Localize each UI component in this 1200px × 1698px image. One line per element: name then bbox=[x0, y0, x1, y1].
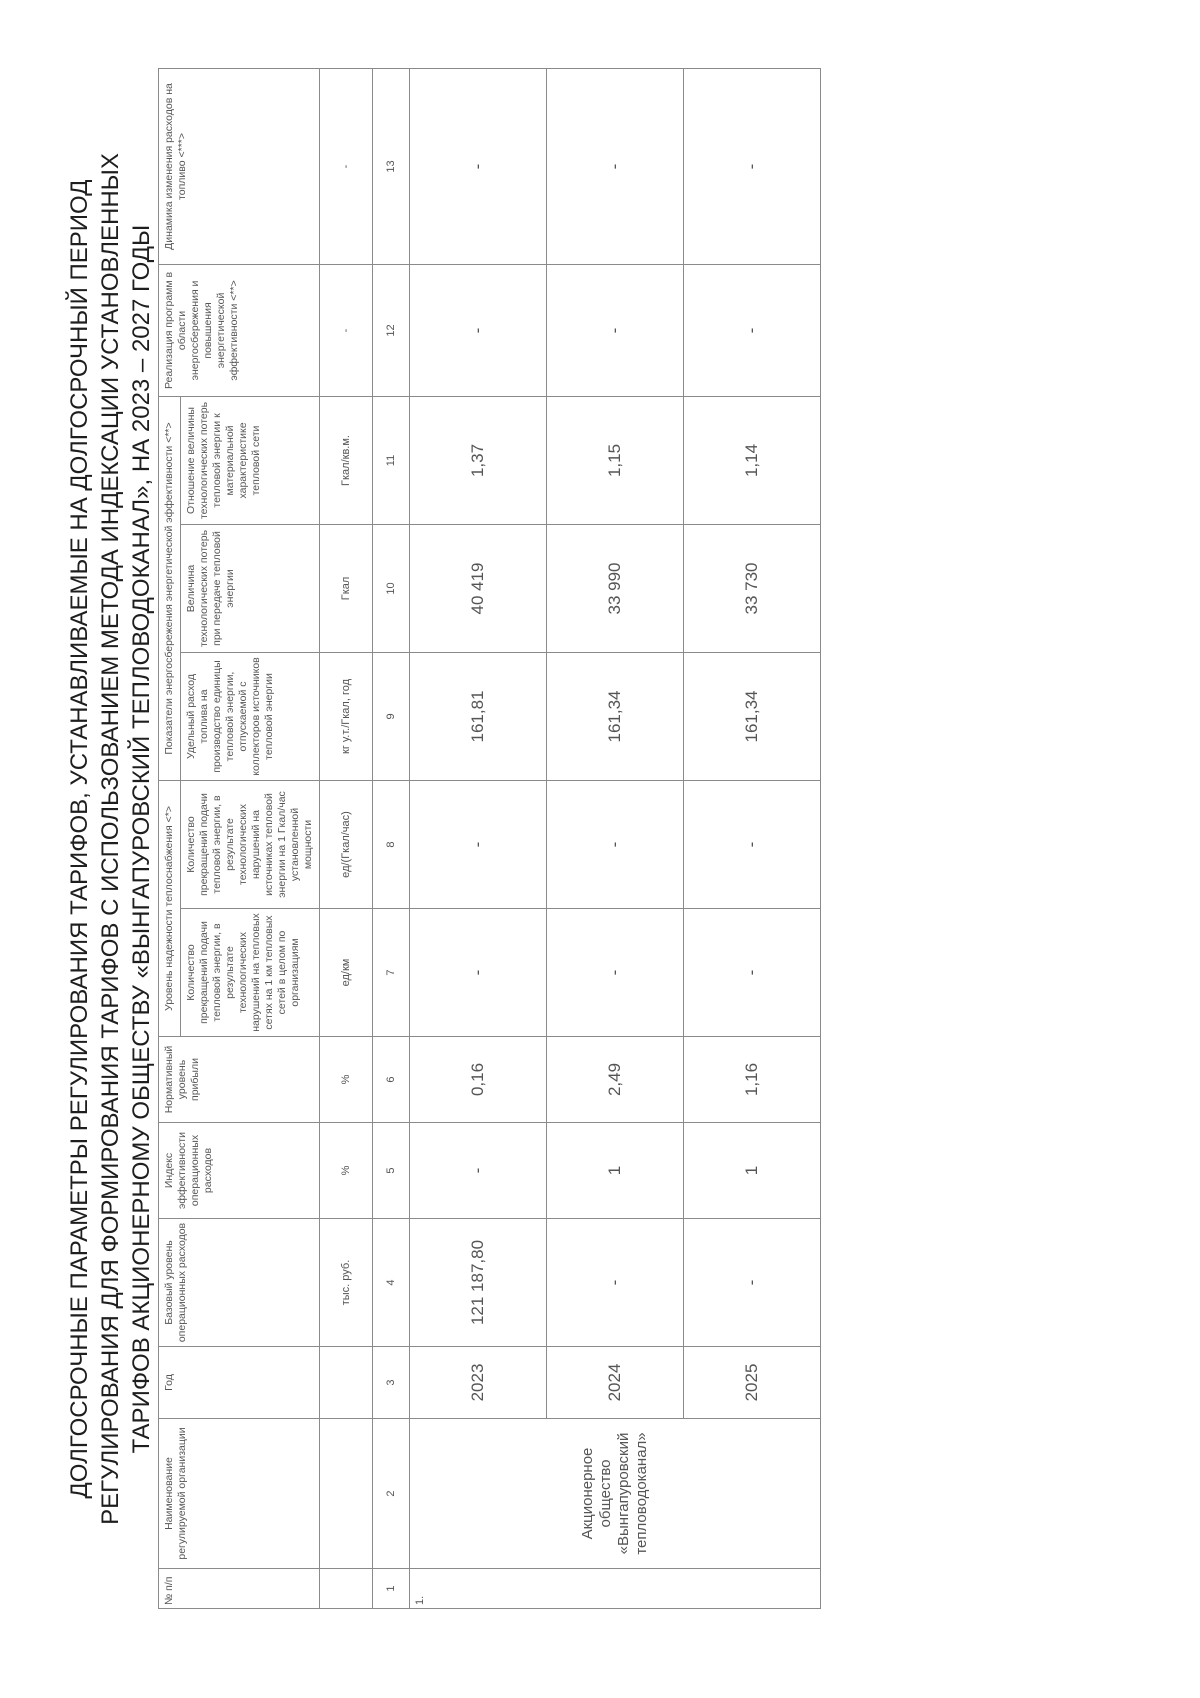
cell-fuel-dynamics: - bbox=[547, 68, 684, 264]
column-number: 2 bbox=[373, 1419, 410, 1569]
cell-efficiency-index: - bbox=[410, 1123, 547, 1219]
unit-cell: - bbox=[320, 68, 373, 264]
cell-base-opex: - bbox=[547, 1219, 684, 1347]
header-base-opex: Базовый уровень операционных расходов bbox=[159, 1219, 320, 1347]
unit-cell: % bbox=[320, 1037, 373, 1123]
header-losses-ratio: Отношение величины технологических потерь тепловой энергии к материальной характеристике тепловой сети bbox=[181, 396, 320, 524]
cell-base-opex: - bbox=[684, 1219, 821, 1347]
header-row-1 bbox=[159, 68, 181, 1608]
table-row bbox=[684, 68, 821, 1608]
column-numbers-row bbox=[373, 68, 410, 1608]
tariff-parameters-table bbox=[158, 68, 821, 1609]
header-num: № п/п bbox=[159, 1569, 320, 1609]
header-fuel-consumption: Удельный расход топлива на производство единицы тепловой энергии, отпускаемой с коллекторов источников тепловой энергии bbox=[181, 652, 320, 780]
column-number: 10 bbox=[373, 524, 410, 652]
row-index: 1. bbox=[410, 1569, 821, 1609]
unit-cell: ед/(Гкал/час) bbox=[320, 780, 373, 908]
header-reliability-networks: Количество прекращений подачи тепловой энергии, в результате технологических нарушений на тепловых сетях на 1 км тепловых сетей в целом по организациям bbox=[181, 909, 320, 1037]
title-line-2: РЕГУЛИРОВАНИЯ ДЛЯ ФОРМИРОВАНИЯ ТАРИФОВ С ИСПОЛЬЗОВАНИЕМ МЕТОДА ИНДЕКСАЦИИ УСТАНОВЛЕННЫХ bbox=[97, 153, 124, 1525]
header-efficiency-index: Индекс эффективности операционных расходов bbox=[159, 1123, 320, 1219]
header-energy-saving: Показатели энергосбережения энергетической эффективности <**> bbox=[159, 396, 181, 780]
cell-profit-level: 1,16 bbox=[684, 1037, 821, 1123]
cell-year: 2025 bbox=[684, 1347, 821, 1419]
organization-name: Акционерное общество «Вынгапуровский тепловодоканал» bbox=[410, 1419, 821, 1569]
unit-cell: Гкал bbox=[320, 524, 373, 652]
cell-profit-level: 2,49 bbox=[547, 1037, 684, 1123]
cell-reliability-sources: - bbox=[410, 780, 547, 908]
cell-fuel-dynamics: - bbox=[684, 68, 821, 264]
column-number: 3 bbox=[373, 1347, 410, 1419]
header-profit-level: Нормативный уровень прибыли bbox=[159, 1037, 320, 1123]
cell-programs: - bbox=[684, 264, 821, 396]
cell-heat-losses: 33 990 bbox=[547, 524, 684, 652]
cell-year: 2024 bbox=[547, 1347, 684, 1419]
cell-programs: - bbox=[547, 264, 684, 396]
cell-heat-losses: 33 730 bbox=[684, 524, 821, 652]
cell-losses-ratio: 1,15 bbox=[547, 396, 684, 524]
cell-profit-level: 0,16 bbox=[410, 1037, 547, 1123]
cell-fuel-consumption: 161,34 bbox=[547, 652, 684, 780]
document-page bbox=[40, 49, 1160, 1649]
cell-fuel-consumption: 161,34 bbox=[684, 652, 821, 780]
column-number: 9 bbox=[373, 652, 410, 780]
column-number: 12 bbox=[373, 264, 410, 396]
unit-cell bbox=[320, 1419, 373, 1569]
title-line-1: ДОЛГОСРОЧНЫЕ ПАРАМЕТРЫ РЕГУЛИРОВАНИЯ ТАРИФОВ, УСТАНАВЛИВАЕМЫЕ НА ДОЛГОСРОЧНЫЙ ПЕРИОД bbox=[66, 179, 93, 1499]
column-number: 4 bbox=[373, 1219, 410, 1347]
cell-fuel-consumption: 161,81 bbox=[410, 652, 547, 780]
unit-cell: Гкал/кв.м. bbox=[320, 396, 373, 524]
cell-base-opex: 121 187,80 bbox=[410, 1219, 547, 1347]
column-number: 8 bbox=[373, 780, 410, 908]
unit-cell: ед/км bbox=[320, 909, 373, 1037]
cell-fuel-dynamics: - bbox=[410, 68, 547, 264]
column-number: 5 bbox=[373, 1123, 410, 1219]
cell-reliability-sources: - bbox=[547, 780, 684, 908]
column-number: 7 bbox=[373, 909, 410, 1037]
table-row bbox=[547, 68, 684, 1608]
cell-reliability-sources: - bbox=[684, 780, 821, 908]
column-number: 13 bbox=[373, 68, 410, 264]
header-fuel-dynamics: Динамика изменения расходов на топливо <***> bbox=[159, 68, 320, 264]
title-line-3: ТАРИФОВ АКЦИОНЕРНОМУ ОБЩЕСТВУ «ВЫНГАПУРОВСКИЙ ТЕПЛОВОДОКАНАЛ», НА 2023 – 2027 ГОДЫ bbox=[128, 224, 155, 1454]
header-reliability-sources: Количество прекращений подачи тепловой энергии, в результате технологических нарушений на источниках тепловой энергии на 1 Гкал/час установленной мощности bbox=[181, 780, 320, 908]
cell-reliability-networks: - bbox=[547, 909, 684, 1037]
table-row bbox=[410, 68, 547, 1608]
unit-cell: тыс. руб. bbox=[320, 1219, 373, 1347]
units-row bbox=[320, 68, 373, 1608]
column-number: 1 bbox=[373, 1569, 410, 1609]
cell-programs: - bbox=[410, 264, 547, 396]
column-number: 11 bbox=[373, 396, 410, 524]
unit-cell: - bbox=[320, 264, 373, 396]
cell-heat-losses: 40 419 bbox=[410, 524, 547, 652]
cell-reliability-networks: - bbox=[410, 909, 547, 1037]
header-reliability: Уровень надежности теплоснабжения <*> bbox=[159, 780, 181, 1036]
cell-efficiency-index: 1 bbox=[684, 1123, 821, 1219]
cell-efficiency-index: 1 bbox=[547, 1123, 684, 1219]
unit-cell: кг у.т./Гкал, год bbox=[320, 652, 373, 780]
header-year: Год bbox=[159, 1347, 320, 1419]
header-programs: Реализация программ в области энергосбережения и повышения энергетической эффективности <**> bbox=[159, 264, 320, 396]
cell-year: 2023 bbox=[410, 1347, 547, 1419]
cell-losses-ratio: 1,14 bbox=[684, 396, 821, 524]
unit-cell bbox=[320, 1569, 373, 1609]
column-number: 6 bbox=[373, 1037, 410, 1123]
cell-losses-ratio: 1,37 bbox=[410, 396, 547, 524]
cell-reliability-networks: - bbox=[684, 909, 821, 1037]
document-title bbox=[64, 79, 157, 1599]
header-heat-losses: Величина технологических потерь при передаче тепловой энергии bbox=[181, 524, 320, 652]
unit-cell bbox=[320, 1347, 373, 1419]
header-org: Наименование регулируемой организации bbox=[159, 1419, 320, 1569]
unit-cell: % bbox=[320, 1123, 373, 1219]
